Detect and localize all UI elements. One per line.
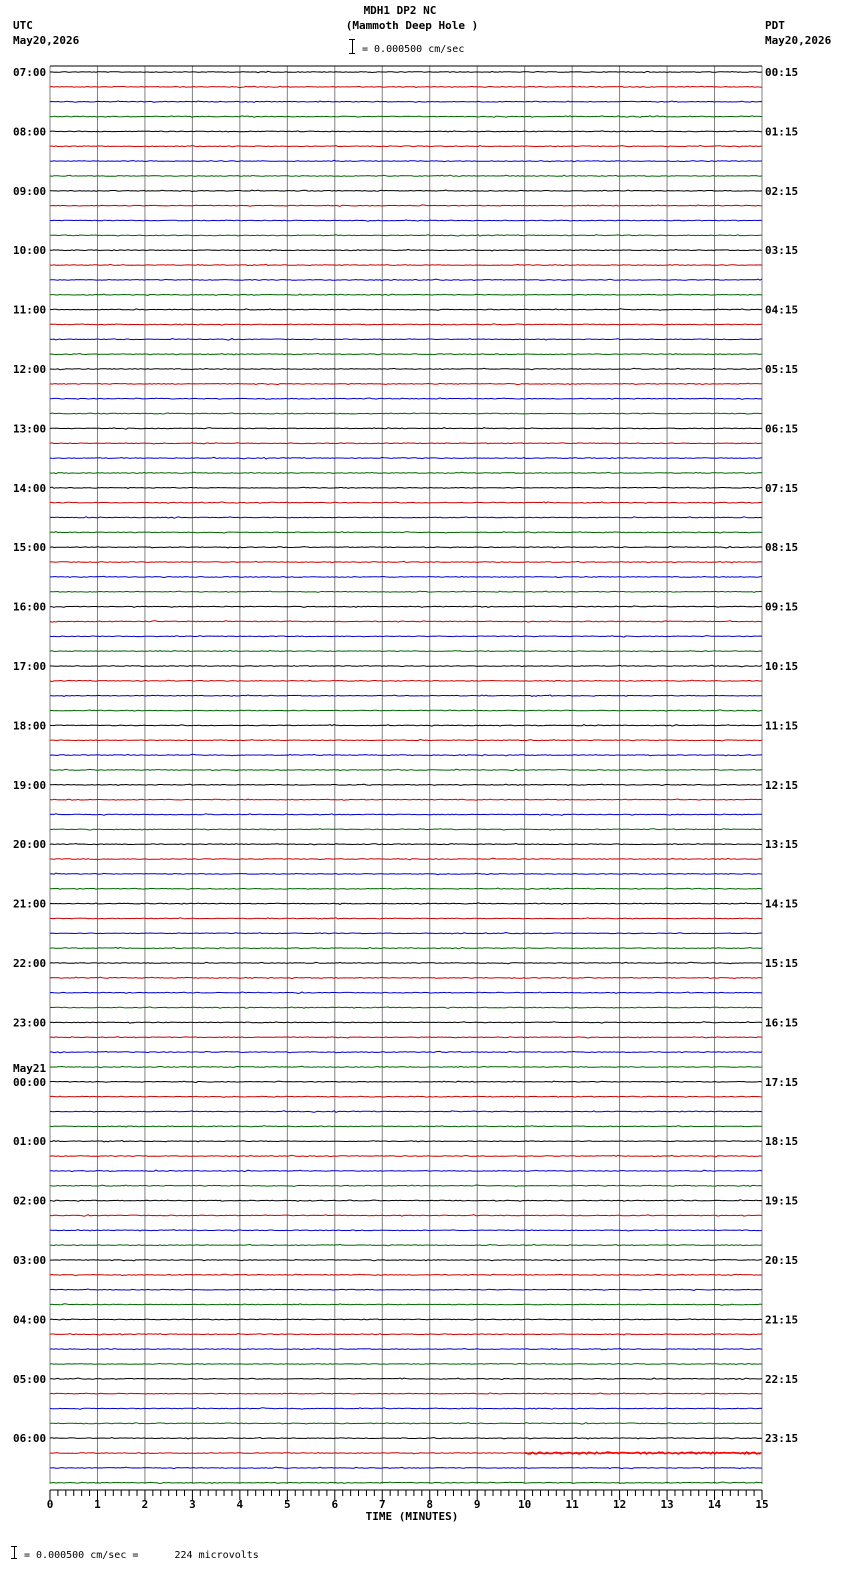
pdt-hour-label: 03:15: [765, 244, 799, 258]
trace-row: [50, 1393, 762, 1394]
site-title: (Mammoth Deep Hole ): [345, 19, 479, 32]
trace-row: [50, 1378, 762, 1380]
trace-row: [50, 383, 762, 385]
pdt-hour-label: 06:15: [765, 422, 799, 436]
utc-hour-label: 13:00: [13, 422, 47, 436]
trace-row: [50, 339, 762, 341]
utc-hour-label: 22:00: [13, 957, 47, 970]
utc-hour-label: 15:00: [13, 541, 47, 555]
pdt-hour-label: 10:15: [765, 660, 799, 673]
x-tick-label: 0: [46, 1498, 54, 1511]
trace-row: [50, 532, 762, 534]
trace-row: [50, 843, 762, 845]
trace-row: [50, 769, 762, 771]
pdt-hour-label: 09:15: [765, 600, 799, 614]
utc-hour-label: 11:00: [13, 303, 47, 317]
trace-row: [50, 903, 762, 905]
pdt-hour-label: 12:15: [765, 778, 799, 792]
utc-hour-label: 04:00: [13, 1313, 47, 1327]
trace-row: [50, 1140, 762, 1142]
trace-row: [50, 992, 762, 994]
footer-scale-cap-top: [11, 1546, 17, 1547]
utc-hour-label: 08:00: [13, 125, 47, 139]
trace-row: [50, 1170, 762, 1172]
trace-row: [50, 1304, 762, 1306]
trace-row: [50, 1348, 762, 1350]
utc-hour-label: 19:00: [13, 778, 47, 792]
trace-row: [50, 710, 762, 711]
trace-row: [50, 264, 762, 265]
trace-row: [50, 977, 762, 979]
utc-hour-label: 14:00: [13, 481, 47, 495]
utc-hour-label: 01:00: [13, 1135, 47, 1149]
utc-hour-label: 05:00: [13, 1372, 47, 1386]
trace-row: [50, 1423, 762, 1425]
trace-row: [50, 606, 762, 608]
utc-hour-label: 09:00: [13, 184, 47, 198]
trace-row: [50, 1081, 762, 1083]
trace-row: [50, 86, 762, 87]
pdt-hour-label: 13:15: [765, 838, 799, 852]
trace-row: [50, 1319, 762, 1320]
x-tick-label: 6: [331, 1498, 339, 1511]
utc-hour-label: 16:00: [13, 600, 47, 614]
trace-row: [50, 1230, 762, 1231]
pdt-hour-label: 08:15: [765, 541, 799, 555]
trace-row: [50, 1438, 762, 1439]
trace-row: [50, 1066, 762, 1067]
trace-row: [50, 576, 762, 577]
trace-row: [50, 799, 762, 800]
trace-row: [50, 1022, 762, 1024]
scale-text: = 0.000500 cm/sec: [362, 44, 465, 55]
trace-row: [50, 1289, 762, 1291]
trace-row: [50, 1467, 762, 1469]
trace-row: [50, 784, 762, 785]
x-tick-label: 10: [518, 1498, 532, 1511]
utc-hour-label: 02:00: [13, 1194, 47, 1208]
utc-hour-label: 23:00: [13, 1016, 47, 1030]
trace-row: [50, 1126, 762, 1128]
trace-row: [50, 457, 762, 459]
x-tick-label: 11: [565, 1498, 579, 1511]
x-tick-label: 12: [612, 1498, 627, 1511]
trace-row: [50, 829, 762, 831]
pdt-hour-label: 18:15: [765, 1135, 799, 1149]
footer-scale-cap-bottom: [11, 1558, 17, 1559]
pdt-hour-label: 04:15: [765, 303, 799, 317]
trace-row: [50, 740, 762, 742]
pdt-hour-label: 01:15: [765, 125, 799, 139]
trace-row: [50, 591, 762, 593]
pdt-hour-label: 16:15: [765, 1016, 799, 1030]
right-date: May20,2026: [765, 34, 832, 47]
trace-row: [50, 175, 762, 176]
trace-row: [50, 918, 762, 919]
trace-row: [50, 131, 762, 132]
trace-row: [50, 368, 762, 370]
trace-row: [50, 1408, 762, 1410]
utc-hour-label: 07:00: [13, 66, 47, 79]
utc-hour-label: 03:00: [13, 1254, 47, 1267]
trace-row: [50, 413, 762, 414]
x-tick-label: 2: [141, 1498, 149, 1511]
trace-row: [50, 1482, 762, 1484]
trace-row: [50, 962, 762, 964]
trace-row: [50, 1051, 762, 1053]
footer-scale-icon: [14, 1546, 15, 1558]
trace-row: [50, 472, 762, 474]
trace-row: [50, 680, 762, 682]
x-tick-label: 9: [473, 1498, 481, 1511]
pdt-hour-label: 05:15: [765, 363, 799, 376]
trace-row: [50, 621, 762, 623]
trace-row: [50, 101, 762, 103]
x-tick-label: 15: [755, 1498, 769, 1511]
trace-row: [50, 249, 762, 251]
pdt-hour-label: 07:15: [765, 481, 799, 495]
trace-row: [50, 220, 762, 221]
utc-hour-label: 18:00: [13, 719, 47, 733]
pdt-hour-label: 11:15: [765, 719, 799, 733]
pdt-hour-label: 22:15: [765, 1372, 799, 1386]
trace-row: [50, 324, 762, 325]
trace-row: [50, 71, 762, 72]
trace-row: [50, 205, 762, 207]
trace-row: [50, 561, 762, 563]
x-tick-label: 4: [236, 1498, 244, 1511]
x-tick-label: 8: [426, 1498, 434, 1511]
trace-row: [50, 933, 762, 935]
footer-scale-text: = 0.000500 cm/sec = 224 microvolts: [24, 1550, 259, 1561]
trace-row: [50, 858, 762, 860]
trace-row: [50, 1096, 762, 1097]
trace-row: [50, 1259, 762, 1261]
x-tick-label: 5: [284, 1498, 291, 1511]
x-tick-label: 7: [378, 1498, 386, 1511]
trace-row: [50, 1037, 762, 1038]
utc-hour-label: 17:00: [13, 660, 47, 673]
pdt-hour-label: 19:15: [765, 1194, 799, 1208]
left-date: May20,2026: [13, 34, 80, 47]
trace-row: [50, 814, 762, 816]
utc-hour-label: 06:00: [13, 1432, 47, 1446]
utc-hour-label: 10:00: [13, 244, 47, 258]
utc-hour-label: 21:00: [13, 897, 47, 911]
trace-row: [50, 190, 762, 192]
trace-row: [50, 725, 762, 727]
trace-row: [50, 888, 762, 890]
trace-row: [50, 279, 762, 281]
trace-row: [50, 1200, 762, 1202]
trace-row: [50, 428, 762, 430]
trace-row: [50, 294, 762, 296]
trace-row: [50, 1274, 762, 1276]
x-axis-title: TIME (MINUTES): [365, 1510, 459, 1523]
trace-row: [50, 1215, 762, 1217]
utc-hour-label: 00:00: [13, 1075, 47, 1089]
trace-row: [50, 665, 762, 667]
trace-row: [50, 1185, 762, 1187]
trace-row: [50, 517, 762, 519]
x-tick-label: 3: [189, 1498, 196, 1511]
right-timezone: PDT: [765, 19, 785, 32]
trace-row: [50, 354, 762, 355]
x-tick-label: 14: [707, 1498, 722, 1511]
trace-row: [50, 502, 762, 504]
trace-row: [50, 947, 762, 949]
trace-row: [50, 754, 762, 756]
trace-row: [50, 546, 762, 548]
pdt-hour-label: 02:15: [765, 184, 799, 198]
trace-row: [50, 1363, 762, 1364]
utc-hour-label: 20:00: [13, 838, 47, 852]
x-tick-label: 13: [660, 1498, 674, 1511]
trace-row: [50, 160, 762, 162]
station-title: MDH1 DP2 NC: [363, 4, 437, 17]
trace-row: [50, 398, 762, 400]
trace-row: [50, 487, 762, 488]
pdt-hour-label: 20:15: [765, 1254, 799, 1267]
trace-row: [50, 116, 762, 118]
trace-row: [50, 1155, 762, 1157]
pdt-hour-label: 00:15: [765, 66, 799, 79]
trace-row: [50, 1334, 762, 1336]
trace-row: [50, 1111, 762, 1113]
trace-row: [50, 443, 762, 444]
trace-row: [50, 235, 762, 237]
pdt-hour-label: 21:15: [765, 1313, 799, 1327]
trace-row: [50, 309, 762, 311]
trace-row: [50, 636, 762, 638]
pdt-hour-label: 23:15: [765, 1432, 799, 1446]
trace-row: [50, 695, 762, 697]
day-change-label: May21: [13, 1061, 47, 1075]
pdt-hour-label: 15:15: [765, 957, 799, 970]
x-tick-label: 1: [94, 1498, 101, 1511]
trace-row: [50, 1244, 762, 1245]
trace-row: [50, 873, 762, 875]
trace-row: [50, 650, 762, 652]
trace-row: [50, 1007, 762, 1008]
trace-row: [50, 146, 762, 148]
left-timezone: UTC: [13, 19, 33, 32]
pdt-hour-label: 17:15: [765, 1075, 799, 1089]
utc-hour-label: 12:00: [13, 363, 47, 376]
pdt-hour-label: 14:15: [765, 897, 799, 911]
